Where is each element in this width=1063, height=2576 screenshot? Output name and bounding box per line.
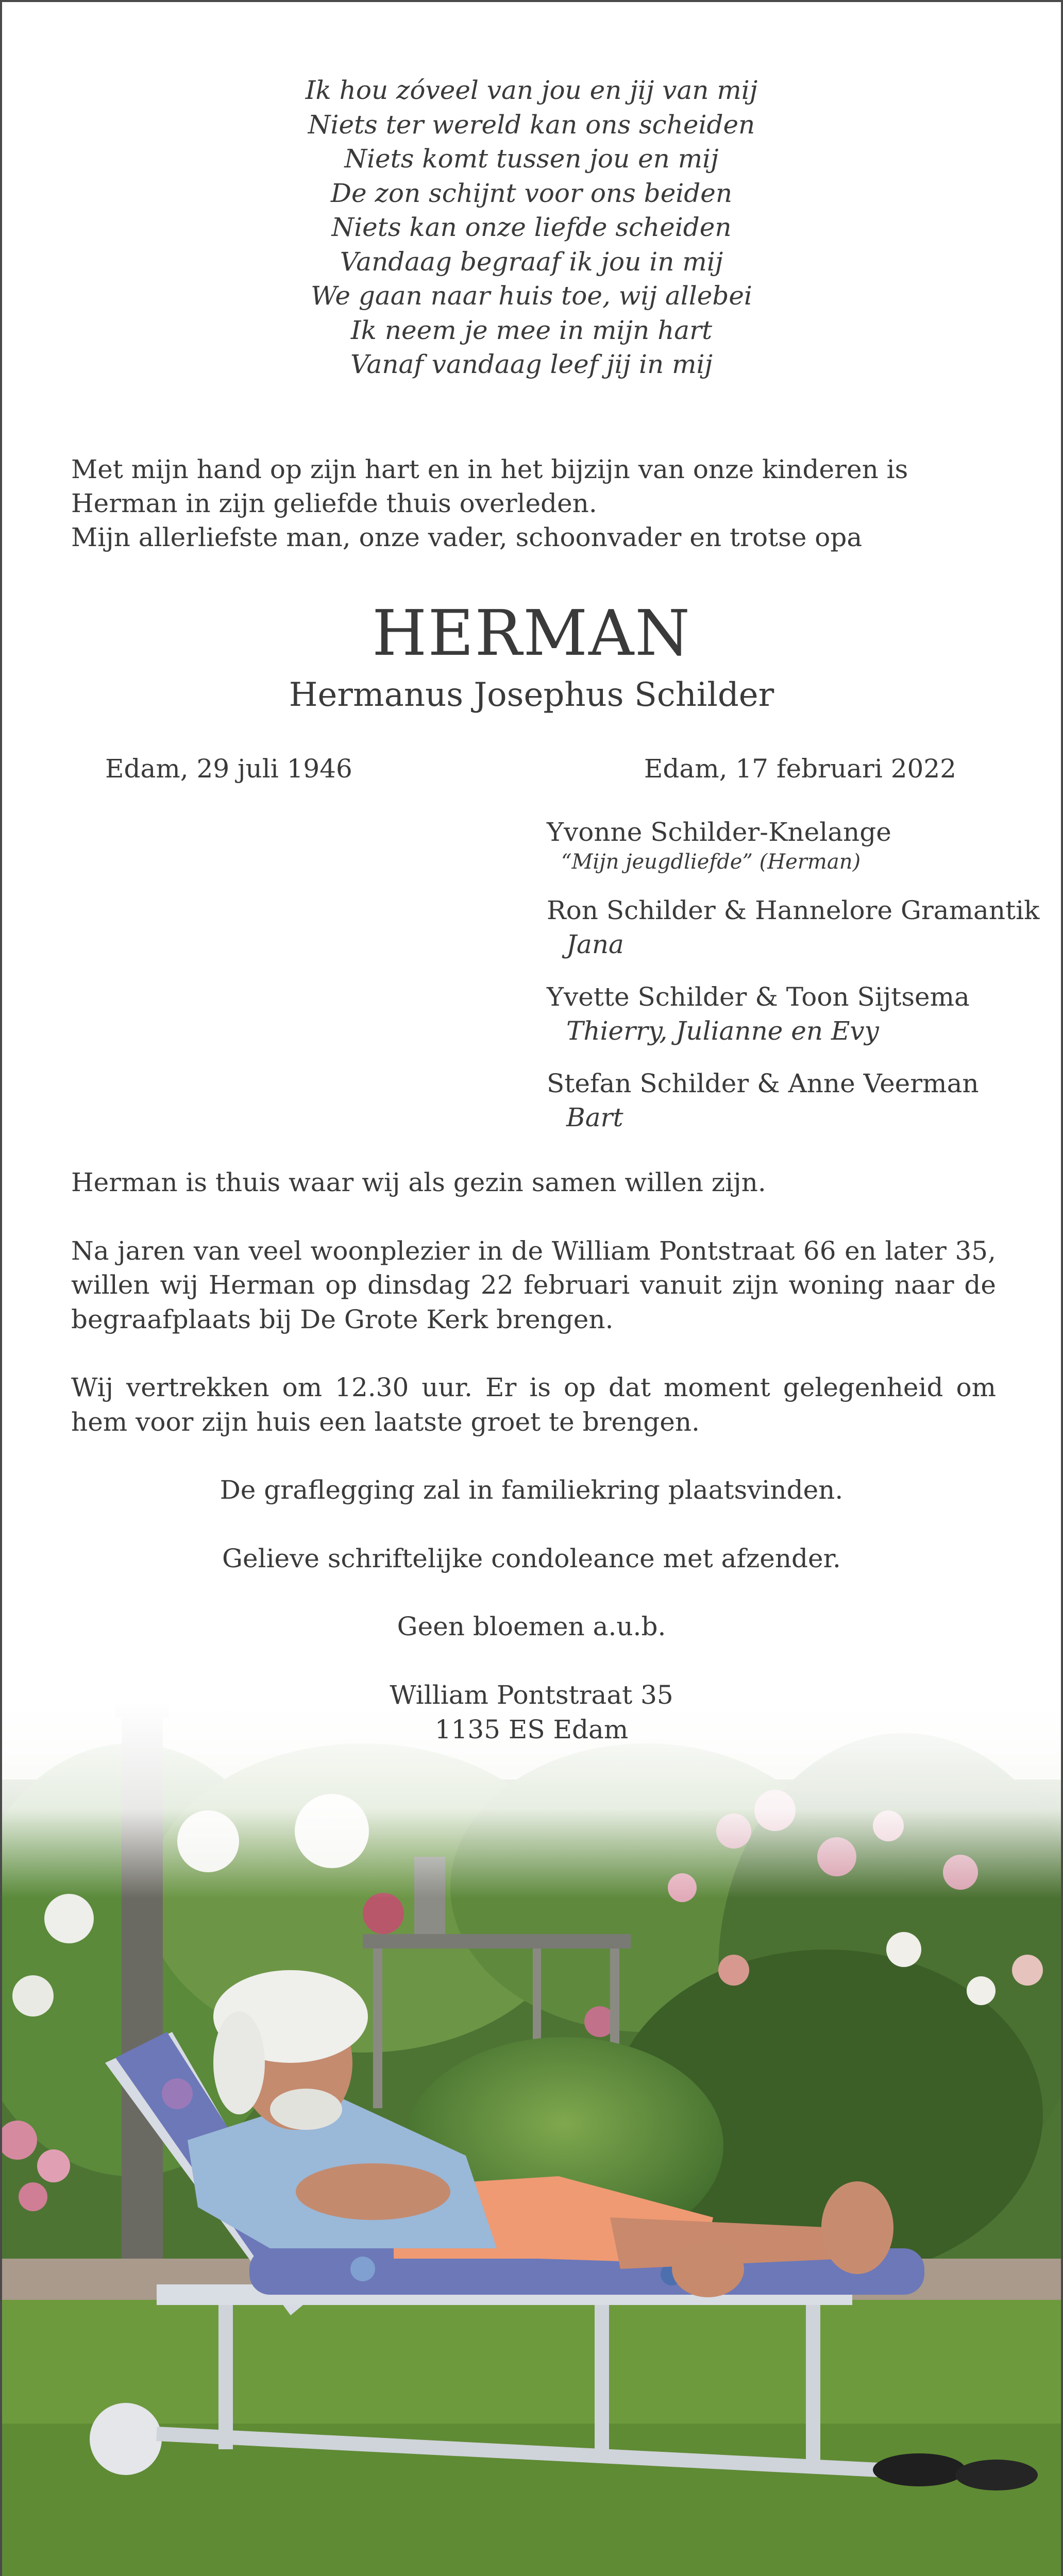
poem-line: We gaan naar huis toe, wij allebei <box>311 281 752 311</box>
body-text <box>71 1165 996 1473</box>
family-member <box>547 980 1041 1048</box>
poem-line: Vandaag begraaf ik jou in mij <box>340 246 723 277</box>
poem-line: Niets kan onze liefde scheiden <box>331 212 732 242</box>
notices <box>2 1473 1061 1678</box>
family-member-name: Yvette Schilder & Toon Sijtsema <box>547 982 970 1012</box>
poem-line: Vanaf vandaag leef jij in mij <box>350 349 713 379</box>
address-street: William Pontstraat 35 <box>390 1680 673 1710</box>
poem-line: Ik hou zóveel van jou en jij van mij <box>305 75 758 105</box>
body-paragraph: Na jaren van veel woonplezier in de William Pontstraat 66 en later 35, willen wij Herman op dinsdag 22 februari vanuit zijn woning naar de begraafplaats bij De Grote Kerk brengen. <box>71 1235 996 1334</box>
family-member-sub: Jana <box>566 929 624 959</box>
family-member-name: Yvonne Schilder-Knelange <box>547 817 891 847</box>
deceased-full-name: Hermanus Josephus Schilder <box>289 676 774 714</box>
poem-line: Niets ter wereld kan ons scheiden <box>308 109 755 140</box>
poem-line: Niets komt tussen jou en mij <box>344 144 719 174</box>
address-city: 1135 ES Edam <box>434 1714 629 1744</box>
family-member-name: Stefan Schilder & Anne Veerman <box>547 1069 979 1098</box>
address <box>2 1678 1061 1747</box>
family-member-sub: Bart <box>566 1103 623 1132</box>
family-list <box>547 815 1041 1153</box>
intro-line: Met mijn hand op zijn hart en in het bijzijn van onze kinderen is Herman in zijn geliefde thuis overleden. <box>71 454 908 518</box>
intro-text <box>71 452 993 554</box>
family-member <box>547 815 1041 875</box>
birth-date: Edam, 29 juli 1946 <box>105 754 352 784</box>
poem-line: De zon schijnt voor ons beiden <box>330 178 733 208</box>
family-member-sub: “Mijn jeugdliefde” (Herman) <box>561 850 861 874</box>
body-paragraph: Herman is thuis waar wij als gezin samen willen zijn. <box>71 1167 766 1197</box>
family-member-name: Ron Schilder & Hannelore Gramantik <box>547 895 1040 925</box>
family-member-sub: Thierry, Julianne en Evy <box>566 1016 879 1046</box>
notice-line: De graflegging zal in familiekring plaatsvinden. <box>220 1475 843 1505</box>
notice-line: Geen bloemen a.u.b. <box>397 1612 666 1641</box>
body-paragraph: Wij vertrekken om 12.30 uur. Er is op dat moment gelegenheid om hem voor zijn huis een laatste groet te brengen. <box>71 1372 996 1437</box>
poem <box>2 73 1061 382</box>
deceased-name: HERMAN <box>372 597 691 670</box>
family-member <box>547 893 1041 961</box>
intro-line: Mijn allerliefste man, onze vader, schoonvader en trotse opa <box>71 522 863 552</box>
poem-line: Ik neem je mee in mijn hart <box>350 315 713 345</box>
notice-line: Gelieve schriftelijke condoleance met afzender. <box>222 1543 841 1573</box>
garden-photo <box>2 1702 1061 2576</box>
family-member <box>547 1066 1041 1134</box>
death-date: Edam, 17 februari 2022 <box>644 754 956 784</box>
